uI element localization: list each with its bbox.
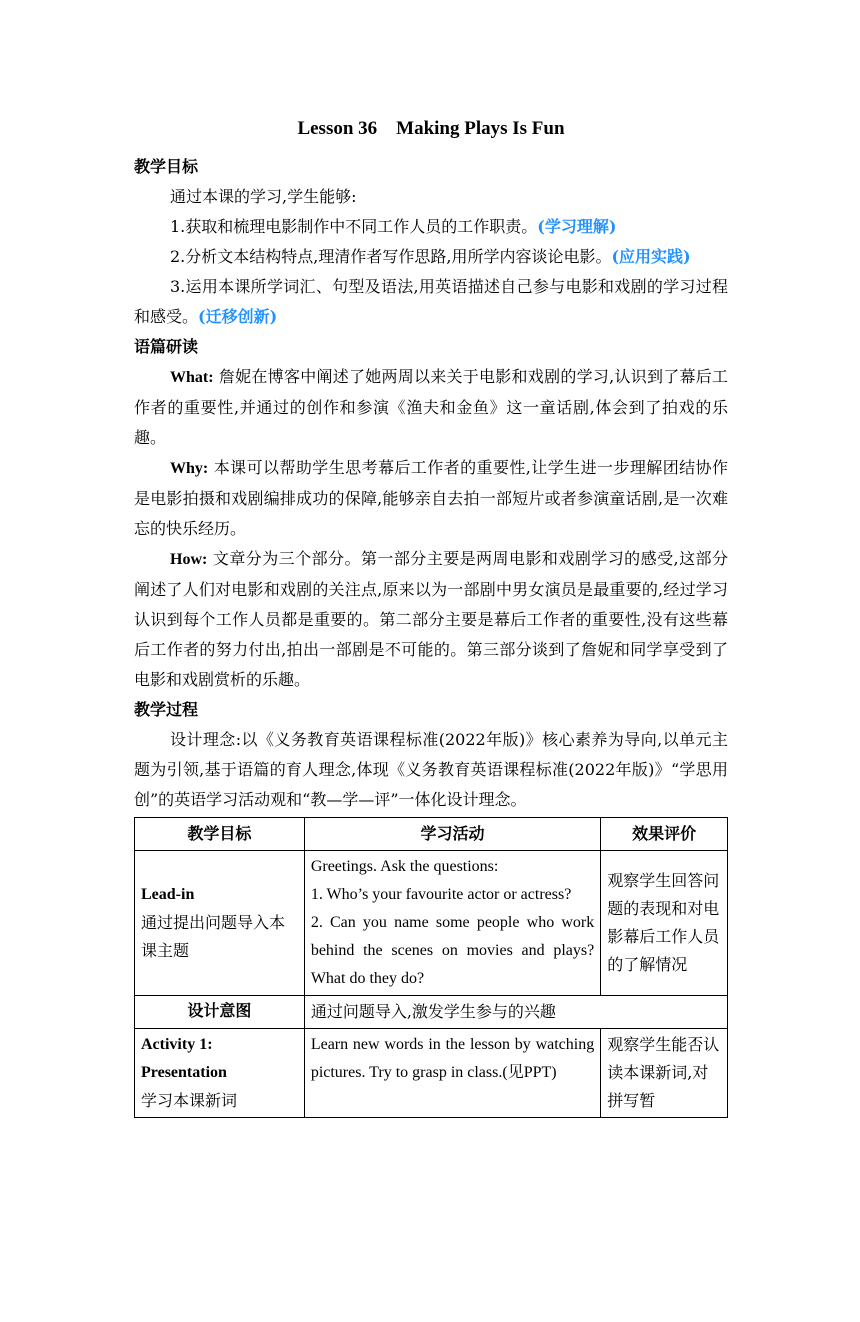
lesson-plan-table <box>134 817 728 1118</box>
table-row <box>135 996 728 1029</box>
objective-2-text: 2.分析文本结构特点,理清作者写作思路,用所学内容谈论电影。 <box>170 247 612 266</box>
row2-activity-cell: Learn new words in the lesson by watching pictures. Try to grasp in class.(见PPT) <box>304 1029 600 1118</box>
lesson-title: Lesson 36 Making Plays Is Fun <box>297 118 565 139</box>
row2-goal-title-2: Presentation <box>141 1064 227 1081</box>
row2-goal-text: 学习本课新词 <box>141 1091 238 1110</box>
document-page <box>134 118 728 1118</box>
objective-3-tag: (迁移创新) <box>198 307 278 326</box>
row1-goal-cell <box>135 851 305 996</box>
table-header-row <box>135 818 728 851</box>
row2-evaluation-cell: 观察学生能否认读本课新词,对拼写暂 <box>601 1029 728 1118</box>
row2-goal-title-1: Activity 1: <box>141 1036 213 1053</box>
objective-2 <box>134 242 728 272</box>
row1-activity-line: 2. Can you name some people who work behind the scenes on movies and plays? What do they do? <box>310 914 595 987</box>
row1-activity-line: 1. Who’s your favourite actor or actress? <box>310 886 572 903</box>
section-heading-objectives: 教学目标 <box>134 157 199 176</box>
row1-activity-line: Greetings. Ask the questions: <box>310 858 499 875</box>
why-paragraph <box>134 453 728 544</box>
design-concept: 设计理念:以《义务教育英语课程标准(2022年版)》核心素养为导向,以单元主题为引领,基于语篇的育人理念,体现《义务教育英语课程标准(2022年版)》“学思用创”的英语学习活动观和“教—学—评”一体化设计理念。 <box>134 730 728 809</box>
objective-1-tag: (学习理解) <box>537 217 617 236</box>
table-row <box>135 851 728 996</box>
section-heading-text-analysis: 语篇研读 <box>134 337 199 356</box>
what-text: 詹妮在博客中阐述了她两周以来关于电影和戏剧的学习,认识到了幕后工作者的重要性,并通过的创作和参演《渔夫和金鱼》这一童话剧,体会到了拍戏的乐趣。 <box>134 367 728 447</box>
section-heading-teaching-process: 教学过程 <box>134 700 199 719</box>
what-paragraph <box>134 362 728 453</box>
how-paragraph <box>134 544 728 695</box>
objective-1 <box>134 212 728 242</box>
why-text: 本课可以帮助学生思考幕后工作者的重要性,让学生进一步理解团结协作是电影拍摄和戏剧编排成功的保障,能够亲自去拍一部短片或者参演童话剧,是一次难忘的快乐经历。 <box>134 458 728 538</box>
how-label: How: <box>170 551 208 568</box>
table-row <box>135 1029 728 1118</box>
row1-evaluation-cell: 观察学生回答问题的表现和对电影幕后工作人员的了解情况 <box>601 851 728 996</box>
header-evaluation: 效果评价 <box>601 818 728 851</box>
how-text: 文章分为三个部分。第一部分主要是两周电影和戏剧学习的感受,这部分阐述了人们对电影和戏剧的关注点,原来以为一部剧中男女演员是最重要的,经过学习认识到每个工作人员都是重要的。第二部分主要是幕后工作者的重要性,没有这些幕后工作者的努力付出,拍出一部剧是不可能的。第三部分谈到了詹妮和同学享受到了电影和戏剧赏析的乐趣。 <box>134 549 728 689</box>
objective-3-text: 3.运用本课所学词汇、句型及语法,用英语描述自己参与电影和戏剧的学习过程和感受。 <box>134 277 728 326</box>
objectives-intro: 通过本课的学习,学生能够: <box>170 187 357 206</box>
intent-text-cell: 通过问题导入,激发学生参与的兴趣 <box>304 996 727 1029</box>
row2-goal-cell <box>135 1029 305 1118</box>
why-label: Why: <box>170 460 209 477</box>
objective-1-text: 1.获取和梳理电影制作中不同工作人员的工作职责。 <box>170 217 538 236</box>
header-activities: 学习活动 <box>304 818 600 851</box>
header-objectives: 教学目标 <box>135 818 305 851</box>
objective-2-tag: (应用实践) <box>611 247 691 266</box>
intent-label-cell: 设计意图 <box>135 996 305 1029</box>
row1-activity-cell <box>304 851 600 996</box>
what-label: What: <box>170 369 214 386</box>
row1-goal-text: 通过提出问题导入本课主题 <box>141 913 286 960</box>
objective-3 <box>134 272 728 332</box>
row1-goal-title: Lead-in <box>141 886 195 903</box>
